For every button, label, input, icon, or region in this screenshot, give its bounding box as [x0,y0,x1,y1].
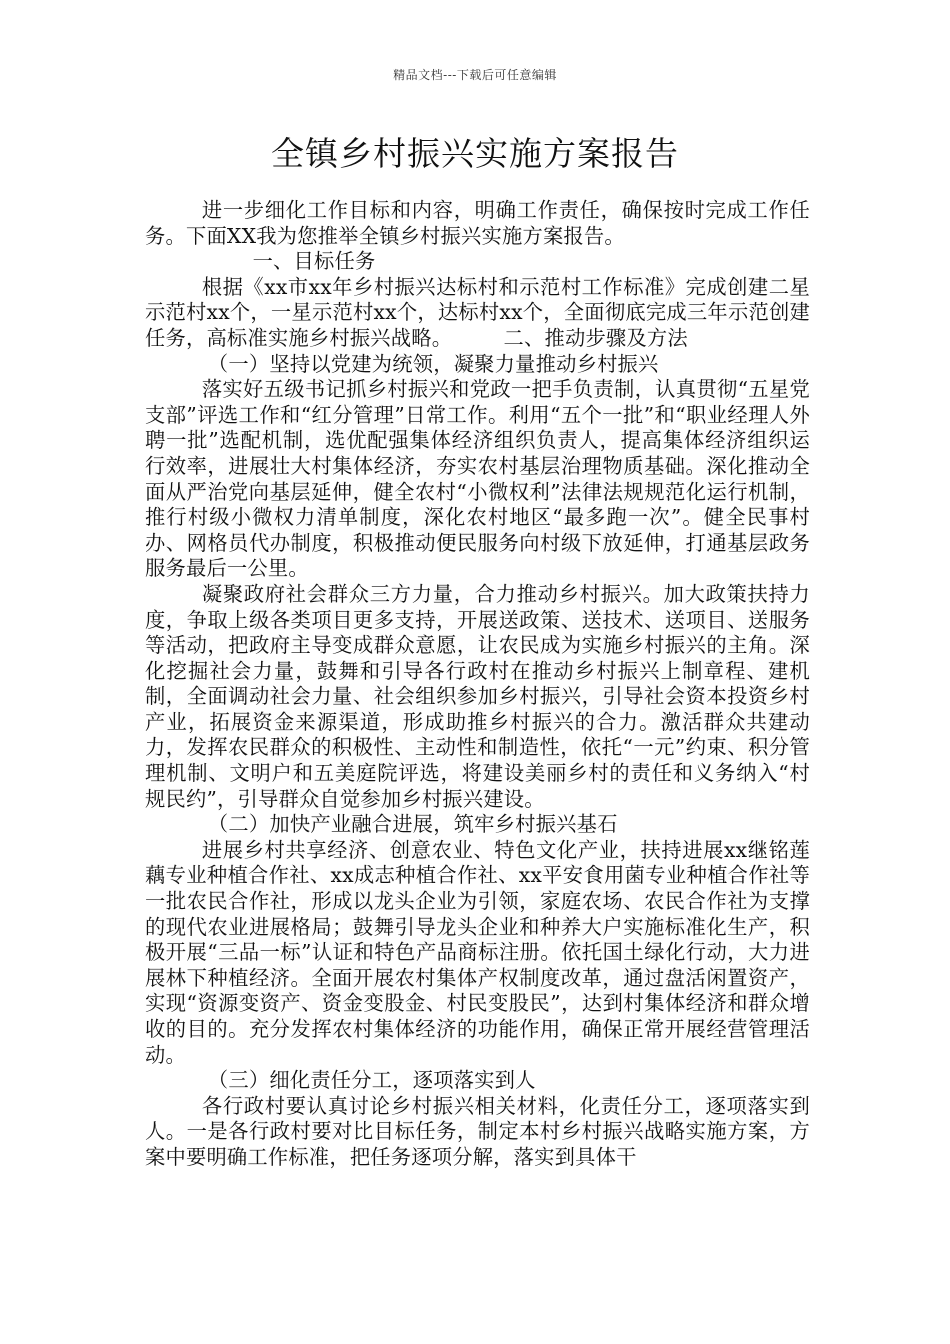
goals-paragraph: 根据《xx市xx年乡村振兴达标村和示范村工作标准》完成创建二星示范村xx个，一星示范村xx个，达标村xx个，全面彻底完成三年示范创建任务，高标准实施乡村振兴战略。 二、推动步骤及方法 [145,274,810,350]
social-forces-paragraph: 凝聚政府社会群众三方力量，合力推动乡村振兴。加大政策扶持力度，争取上级各类项目更多支持，开展送政策、送技术、送项目、送服务等活动，把政府主导变成群众意愿，让农民成为实施乡村振兴的主角。深化挖掘社会力量，鼓舞和引导各行政村在推动乡村振兴上制章程、建机制，全面调动社会力量、社会组织参加乡村振兴，引导社会资本投资乡村产业，拓展资金来源渠道，形成助推乡村振兴的合力。激活群众共建动力，发挥农民群众的积极性、主动性和制造性，依托“一元”约束、积分管理机制、文明户和五美庭院评选，将建设美丽乡村的责任和义务纳入“村规民约”，引导群众自觉参加乡村振兴建设。 [145,581,810,811]
header-note: 精品文档---下载后可任意编辑 [393,68,557,82]
subsection-heading-party-building: （一）坚持以党建为统领，凝聚力量推动乡村振兴 [207,351,659,376]
responsibility-paragraph: 各行政村要认真讨论乡村振兴相关材料，化责任分工，逐项落实到人。一是各行政村要对比目标任务，制定本村乡村振兴战略实施方案，方案中要明确工作标准，把任务逐项分解，落实到具体干 [145,1093,810,1169]
party-building-paragraph: 落实好五级书记抓乡村振兴和党政一把手负责制，认真贯彻“五星党支部”评选工作和“红分管理”日常工作。利用“五个一批”和“职业经理人外聘一批”选配机制，选优配强集体经济组织负责人，提高集体经济组织运行效率，进展壮大村集体经济，夯实农村基层治理物质基础。深化推动全面从严治党向基层延伸，健全农村“小微权利”法律法规规范化运行机制，推行村级小微权力清单制度，深化农村地区“最多跑一次”。健全民事村办、网格员代办制度，积极推动便民服务向村级下放延伸，打通基层政务服务最后一公里。 [145,377,810,581]
subsection-heading-industry: （二）加快产业融合进展，筑牢乡村振兴基石 [207,812,618,837]
document-title: 全镇乡村振兴实施方案报告 [271,134,679,173]
section-heading-goals: 一、目标任务 [252,249,376,274]
industry-paragraph: 进展乡村共享经济、创意农业、特色文化产业，扶持进展xx继铭莲藕专业种植合作社、xx成志种植合作社、xx平安食用菌专业种植合作社等一批农民合作社，形成以龙头企业为引领，家庭农场、农民合作社为支撑的现代农业进展格局；鼓舞引导龙头企业和种养大户实施标准化生产，积极开展“三品一标”认证和特色产品商标注册。依托国土绿化行动，大力进展林下种植经济。全面开展农村集体产权制度改革，通过盘活闲置资产，实现“资源变资产、资金变股金、村民变股民”，达到村集体经济和群众增收的目的。充分发挥农村集体经济的功能作用，确保正常开展经营管理活动。 [145,837,810,1067]
document-body [145,198,810,1171]
subsection-heading-responsibility: （三）细化责任分工，逐项落实到人 [207,1068,536,1093]
intro-paragraph: 进一步细化工作目标和内容，明确工作责任，确保按时完成工作任务。下面XX我为您推举全镇乡村振兴实施方案报告。 [145,198,810,248]
